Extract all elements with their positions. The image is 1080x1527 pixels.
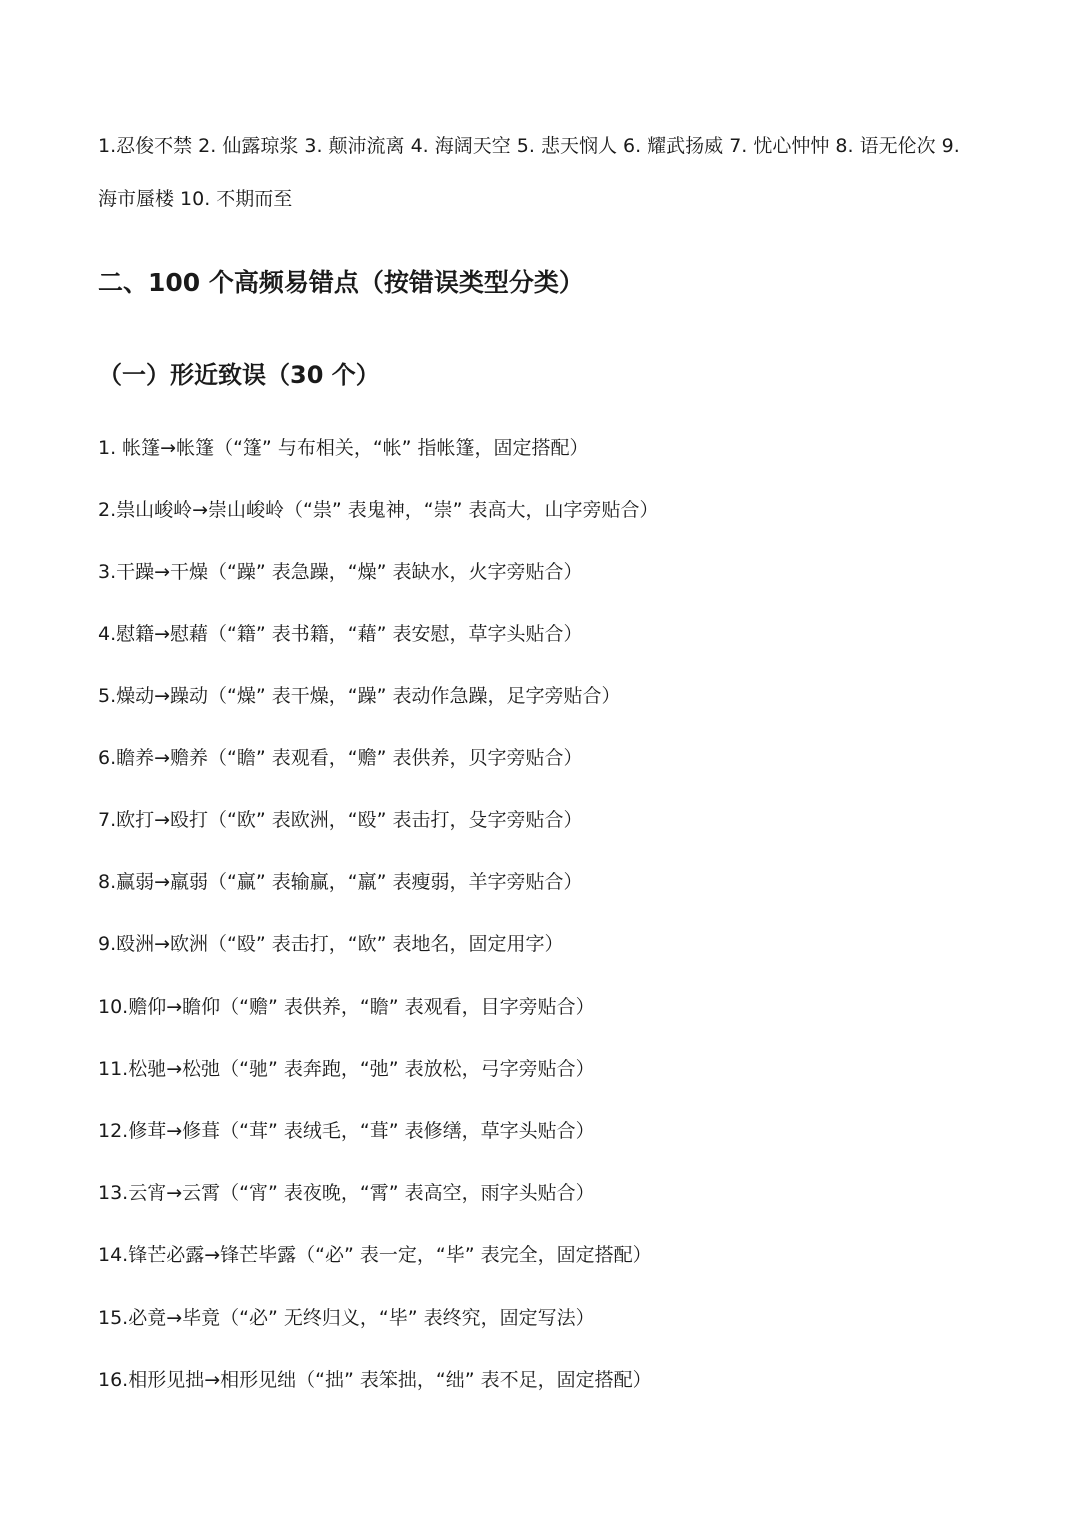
list-item: 5.燥动→躁动（“燥” 表干燥，“躁” 表动作急躁，足字旁贴合） <box>98 685 621 707</box>
list-item: 14.锋芒必露→锋芒毕露（“必” 表一定，“毕” 表完全，固定搭配） <box>98 1244 652 1266</box>
list-item: 15.必竟→毕竟（“必” 无终归义，“毕” 表终究，固定写法） <box>98 1307 595 1329</box>
list-item: 3.干躁→干燥（“躁” 表急躁，“燥” 表缺水，火字旁贴合） <box>98 561 583 583</box>
list-item: 10.赡仰→瞻仰（“赡” 表供养，“瞻” 表观看，目字旁贴合） <box>98 996 595 1018</box>
list-item: 4.慰籍→慰藉（“籍” 表书籍，“藉” 表安慰，草字头贴合） <box>98 623 583 645</box>
intro-line-2: 海市蜃楼 10. 不期而至 <box>98 188 293 210</box>
list-item: 13.云宵→云霄（“宵” 表夜晚，“霄” 表高空，雨字头贴合） <box>98 1182 595 1204</box>
list-item: 2.祟山峻岭→崇山峻岭（“祟” 表鬼神，“崇” 表高大，山字旁贴合） <box>98 499 659 521</box>
list-item: 16.相形见拙→相形见绌（“拙” 表笨拙，“绌” 表不足，固定搭配） <box>98 1369 652 1391</box>
list-item: 11.松驰→松弛（“驰” 表奔跑，“弛” 表放松，弓字旁贴合） <box>98 1058 595 1080</box>
intro-line-1: 1.忍俊不禁 2. 仙露琼浆 3. 颠沛流离 4. 海阔天空 5. 悲天悯人 6. 耀武扬威 7. 忧心忡忡 8. 语无伦次 9. <box>98 135 960 157</box>
list-item: 12.修茸→修葺（“茸” 表绒毛，“葺” 表修缮，草字头贴合） <box>98 1120 595 1142</box>
section-heading: 二、100 个高频易错点（按错误类型分类） <box>98 268 584 297</box>
subsection-heading: （一）形近致误（30 个） <box>98 361 380 389</box>
list-item: 7.欧打→殴打（“欧” 表欧洲，“殴” 表击打，殳字旁贴合） <box>98 809 583 831</box>
list-item: 8.赢弱→羸弱（“赢” 表输赢，“羸” 表瘦弱，羊字旁贴合） <box>98 871 583 893</box>
list-item: 6.瞻养→赡养（“瞻” 表观看，“赡” 表供养，贝字旁贴合） <box>98 747 583 769</box>
list-item: 9.殴洲→欧洲（“殴” 表击打，“欧” 表地名，固定用字） <box>98 933 564 955</box>
list-item: 1. 帐篷→帐篷（“篷” 与布相关，“帐” 指帐篷，固定搭配） <box>98 437 589 459</box>
